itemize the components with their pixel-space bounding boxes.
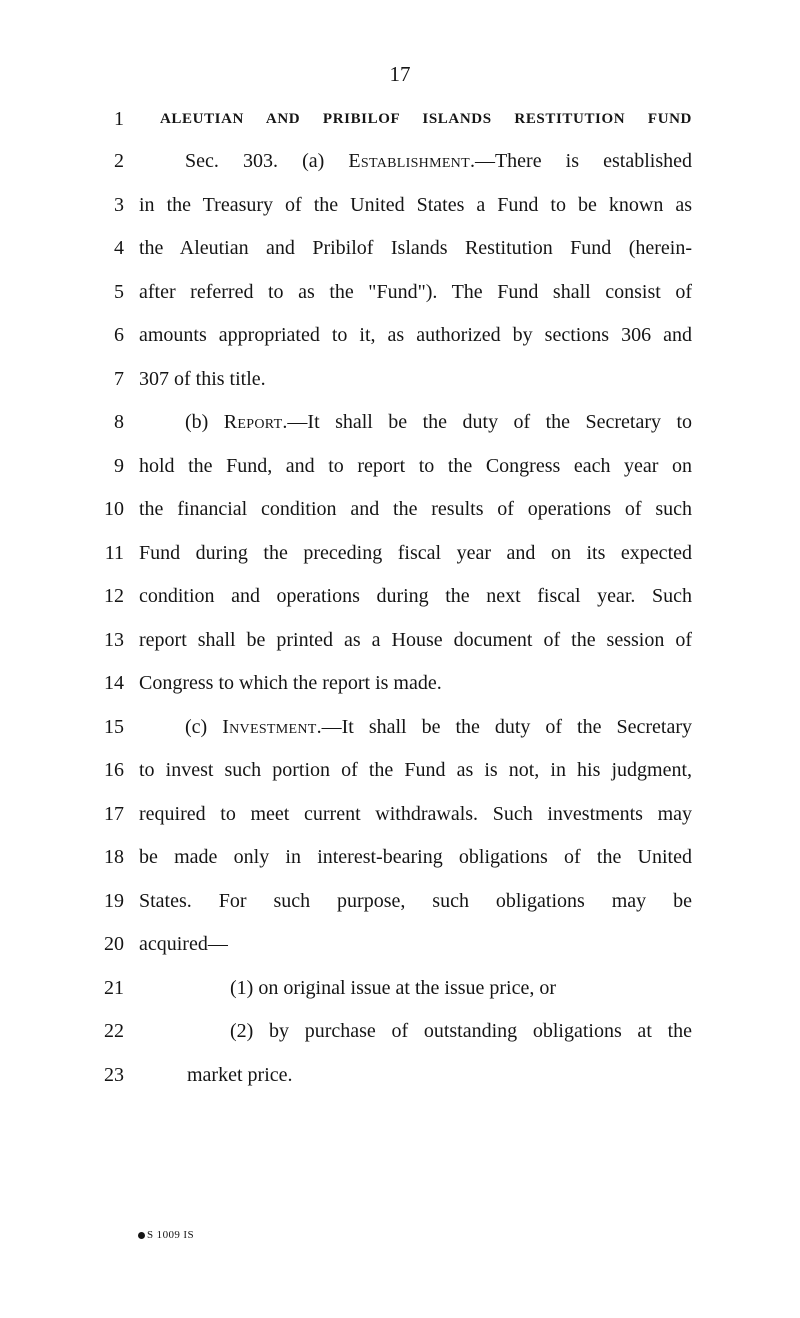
section-heading: ALEUTIAN AND PRIBILOF ISLANDS RESTITUTION FUND [160, 111, 692, 127]
line-text: Sec. 303. (a) Establishment.—There is established [185, 150, 692, 172]
line-text: (2) by purchase of outstanding obligations at the [230, 1020, 692, 1042]
line-number: 5 [114, 281, 124, 303]
line-18 [0, 842, 800, 872]
line-text: Fund during the preceding fiscal year and on its expected [139, 542, 692, 564]
line-3 [0, 190, 800, 220]
line-number: 17 [104, 803, 124, 825]
line-19 [0, 886, 800, 916]
line-number: 19 [104, 890, 124, 912]
line-number: 8 [114, 411, 124, 433]
line-number: 22 [104, 1020, 124, 1042]
line-text: report shall be printed as a House document of the session of [139, 629, 692, 651]
line-number: 14 [104, 672, 124, 694]
line-number: 23 [104, 1064, 124, 1086]
line-text: 307 of this title. [139, 368, 266, 390]
line-number: 9 [114, 455, 124, 477]
line-23 [0, 1060, 800, 1090]
line-8 [0, 407, 800, 437]
line-14 [0, 668, 800, 698]
line-text: hold the Fund, and to report to the Congress each year on [139, 455, 692, 477]
line-number: 20 [104, 933, 124, 955]
line-15 [0, 712, 800, 742]
line-number: 2 [114, 150, 124, 172]
page-number: 17 [389, 62, 411, 86]
line-2 [0, 146, 800, 176]
line-21 [0, 973, 800, 1003]
line-text: condition and operations during the next fiscal year. Such [139, 585, 692, 607]
bullet-icon [138, 1232, 145, 1239]
line-number: 1 [114, 108, 124, 130]
bill-identifier: S 1009 IS [138, 1229, 194, 1241]
line-number: 6 [114, 324, 124, 346]
line-22 [0, 1016, 800, 1046]
line-text: in the Treasury of the United States a Fund to be known as [139, 194, 692, 216]
line-text: acquired— [139, 933, 228, 955]
line-10 [0, 494, 800, 524]
line-number: 18 [104, 846, 124, 868]
line-13 [0, 625, 800, 655]
line-text: States. For such purpose, such obligations may be [139, 890, 692, 912]
line-text: (c) Investment.—It shall be the duty of the Secretary [185, 716, 692, 738]
line-11 [0, 538, 800, 568]
line-number: 16 [104, 759, 124, 781]
line-7 [0, 364, 800, 394]
line-text: required to meet current withdrawals. Such investments may [139, 803, 692, 825]
line-number: 15 [104, 716, 124, 738]
line-number: 4 [114, 237, 124, 259]
line-1 [0, 104, 800, 134]
line-text: (b) Report.—It shall be the duty of the Secretary to [185, 411, 692, 433]
line-text: (1) on original issue at the issue price, or [230, 977, 557, 999]
line-4 [0, 233, 800, 263]
subsection-heading: Report [223, 411, 283, 433]
line-text: the financial condition and the results of operations of such [139, 498, 692, 520]
line-text: market price. [187, 1064, 293, 1086]
line-number: 7 [114, 368, 124, 390]
subsection-heading: Establishment [348, 150, 470, 172]
line-text: after referred to as the "Fund"). The Fund shall consist of [139, 281, 692, 303]
line-number: 21 [104, 977, 124, 999]
line-text: be made only in interest-bearing obligations of the United [139, 846, 692, 868]
line-12 [0, 581, 800, 611]
line-text: amounts appropriated to it, as authorized by sections 306 and [139, 324, 692, 346]
line-6 [0, 320, 800, 350]
line-number: 10 [104, 498, 124, 520]
line-16 [0, 755, 800, 785]
line-number: 13 [104, 629, 124, 651]
subsection-heading: Investment [222, 716, 317, 738]
line-text: Congress to which the report is made. [139, 672, 442, 694]
line-5 [0, 277, 800, 307]
line-text: the Aleutian and Pribilof Islands Restitution Fund (herein- [139, 237, 692, 259]
line-20 [0, 929, 800, 959]
line-number: 3 [114, 194, 124, 216]
line-text: to invest such portion of the Fund as is not, in his judgment, [139, 759, 692, 781]
line-17 [0, 799, 800, 829]
line-number: 12 [104, 585, 124, 607]
line-9 [0, 451, 800, 481]
line-number: 11 [104, 542, 124, 564]
